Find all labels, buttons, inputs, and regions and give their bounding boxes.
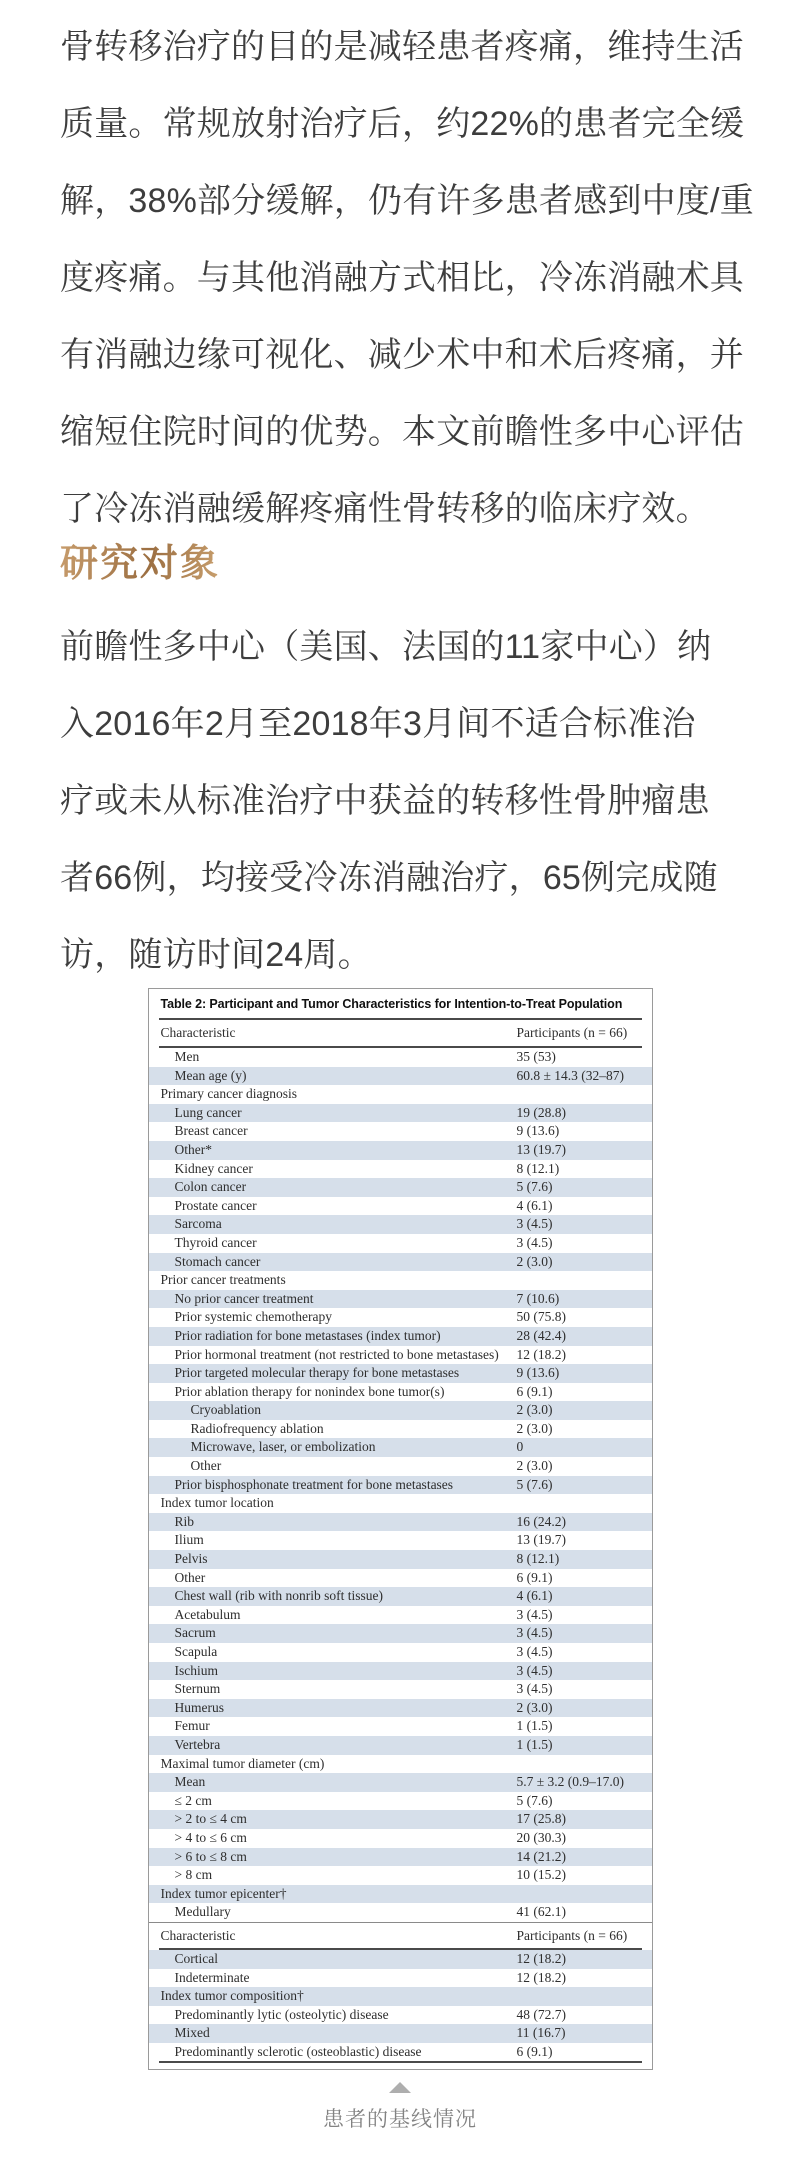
table-row (149, 1438, 652, 1457)
table-row (149, 2043, 652, 2062)
row-value: 8 (12.1) (516, 1160, 560, 1176)
table-row (149, 1773, 652, 1792)
row-label: Predominantly sclerotic (osteoblastic) disease (174, 2043, 422, 2059)
row-label: Vertebra (174, 1736, 221, 1752)
row-label: > 8 cm (174, 1867, 213, 1883)
row-value: 3 (4.5) (516, 1625, 553, 1641)
row-label: Breast cancer (174, 1123, 248, 1139)
row-value: 4 (6.1) (516, 1197, 553, 1213)
row-label: Prior cancer treatments (160, 1272, 286, 1288)
table-rows-part1 (149, 1048, 652, 1922)
row-value: 12 (18.2) (516, 1950, 566, 1966)
table-row (149, 1178, 652, 1197)
table-row (149, 1848, 652, 1867)
row-value: 2 (3.0) (516, 1699, 553, 1715)
row-label: Kidney cancer (174, 1160, 253, 1176)
row-value: 3 (4.5) (516, 1216, 553, 1232)
table-row (149, 1122, 652, 1141)
table-row (149, 1624, 652, 1643)
row-label: Sacrum (174, 1625, 216, 1641)
column-header-participants: Participants (n = 66) (516, 1025, 628, 1040)
table-row (149, 1969, 652, 1988)
row-label: Prior targeted molecular therapy for bone metastases (174, 1365, 460, 1381)
row-label: Other* (174, 1141, 212, 1157)
row-label: Prior systemic chemotherapy (174, 1309, 332, 1325)
row-label: Microwave, laser, or embolization (190, 1439, 376, 1455)
row-label: Mean (174, 1774, 206, 1790)
row-value: 0 (516, 1439, 524, 1455)
row-value: 16 (24.2) (516, 1513, 566, 1529)
paragraph-line: 解，38%部分缓解，仍有许多患者感到中度/重 (60, 182, 754, 220)
paragraph-line: 缩短住院时间的优势。本文前瞻性多中心评估 (60, 413, 744, 451)
row-value: 5.7 ± 3.2 (0.9–17.0) (516, 1774, 625, 1790)
table-row (149, 1662, 652, 1681)
row-value: 6 (9.1) (516, 1569, 553, 1585)
table-row (149, 1160, 652, 1179)
table-row (149, 1215, 652, 1234)
row-value: 2 (3.0) (516, 1420, 553, 1436)
table-rows-part2 (149, 1950, 652, 2062)
row-label: Primary cancer diagnosis (160, 1086, 297, 1102)
row-label: Men (174, 1049, 200, 1064)
row-label: Lung cancer (174, 1104, 242, 1120)
row-label: Thyroid cancer (174, 1234, 257, 1250)
table-row (149, 1327, 652, 1346)
row-label: Indeterminate (174, 1969, 250, 1985)
row-label: Cortical (174, 1950, 218, 1966)
table-row (149, 1680, 652, 1699)
column-header-characteristic: Characteristic (160, 1927, 236, 1943)
table-row (149, 1197, 652, 1216)
table-row (149, 1736, 652, 1755)
table-row (149, 1587, 652, 1606)
row-label: Rib (174, 1513, 195, 1529)
paragraph-line: 入2016年2月至2018年3月间不适合标准治 (60, 705, 696, 743)
row-label: No prior cancer treatment (174, 1290, 314, 1306)
table-row (149, 1829, 652, 1848)
table-row (149, 2006, 652, 2025)
row-label: Stomach cancer (174, 1253, 261, 1269)
table-row (149, 1067, 652, 1086)
table-row (149, 1234, 652, 1253)
table-column-header-repeat (149, 1922, 652, 1948)
row-value: 2 (3.0) (516, 1253, 553, 1269)
row-value: 48 (72.7) (516, 2006, 566, 2022)
row-label: Prior ablation therapy for nonindex bone tumor(s) (174, 1383, 445, 1399)
row-value: 6 (9.1) (516, 2043, 553, 2059)
paragraph-line: 前瞻性多中心（美国、法国的11家中心）纳 (60, 628, 712, 666)
row-value: 4 (6.1) (516, 1588, 553, 1604)
row-label: Radiofrequency ablation (190, 1420, 324, 1436)
row-label: > 2 to ≤ 4 cm (174, 1811, 247, 1827)
paragraph-line: 度疼痛。与其他消融方式相比，冷冻消融术具 (60, 259, 744, 297)
row-label: > 4 to ≤ 6 cm (174, 1829, 247, 1845)
row-label: Humerus (174, 1699, 224, 1715)
row-label: Acetabulum (174, 1606, 241, 1622)
row-value: 12 (18.2) (516, 1346, 566, 1362)
table-row (149, 1987, 652, 2006)
intro-paragraph (60, 9, 754, 548)
row-label: Prior hormonal treatment (not restricted to bone metastases) (174, 1346, 499, 1362)
row-label: Femur (174, 1718, 210, 1734)
table-row (149, 1048, 652, 1067)
table-row (149, 1420, 652, 1439)
row-label: Index tumor location (160, 1495, 274, 1511)
row-value: 5 (7.6) (516, 1476, 553, 1492)
row-label: Other (190, 1458, 222, 1474)
table-row (149, 1569, 652, 1588)
row-value: 1 (1.5) (516, 1736, 553, 1752)
table-row (149, 1903, 652, 1922)
table-row (149, 1531, 652, 1550)
table-row (149, 1550, 652, 1569)
table-row (149, 1346, 652, 1365)
row-value: 1 (1.5) (516, 1718, 553, 1734)
table-row (149, 1141, 652, 1160)
row-value: 2 (3.0) (516, 1458, 553, 1474)
paragraph-line: 者66例，均接受冷冻消融治疗，65例完成随 (60, 859, 718, 897)
paragraph-line: 了冷冻消融缓解疼痛性骨转移的临床疗效。 (60, 490, 710, 528)
paragraph-line: 骨转移治疗的目的是减轻患者疼痛，维持生活 (60, 28, 744, 66)
row-value: 8 (12.1) (516, 1551, 560, 1567)
row-label: Pelvis (174, 1551, 208, 1567)
row-value: 13 (19.7) (516, 1141, 566, 1157)
row-label: Predominantly lytic (osteolytic) disease (174, 2006, 389, 2022)
table-row (149, 1253, 652, 1272)
row-label: Prostate cancer (174, 1197, 257, 1213)
table-row (149, 1476, 652, 1495)
paragraph-line: 疗或未从标准治疗中获益的转移性骨肿瘤患 (60, 782, 710, 820)
table-row (149, 1308, 652, 1327)
table-row (149, 1755, 652, 1774)
row-label: Prior radiation for bone metastases (index tumor) (174, 1327, 441, 1343)
row-value: 13 (19.7) (516, 1532, 566, 1548)
row-value: 3 (4.5) (516, 1644, 553, 1659)
row-label: Ilium (174, 1532, 204, 1548)
table-row (149, 1290, 652, 1309)
row-value: 19 (28.8) (516, 1104, 566, 1120)
column-header-characteristic: Characteristic (160, 1025, 236, 1040)
row-label: Mixed (174, 2025, 210, 2041)
table-row (149, 1383, 652, 1402)
row-label: Cryoablation (190, 1402, 261, 1418)
table-row (149, 1271, 652, 1290)
row-label: Other (174, 1569, 206, 1585)
table-row (149, 1401, 652, 1420)
row-label: Mean age (y) (174, 1067, 247, 1083)
row-label: Colon cancer (174, 1179, 247, 1195)
row-value: 3 (4.5) (516, 1662, 553, 1678)
row-label: ≤ 2 cm (174, 1792, 212, 1808)
table-row (149, 1513, 652, 1532)
row-value: 3 (4.5) (516, 1606, 553, 1622)
row-value: 35 (53) (516, 1049, 556, 1064)
table-row (149, 1643, 652, 1662)
figure-caption: 患者的基线情况 (323, 2108, 477, 2132)
row-value: 60.8 ± 14.3 (32–87) (516, 1067, 625, 1083)
table-row (149, 1717, 652, 1736)
row-label: > 6 to ≤ 8 cm (174, 1848, 247, 1864)
row-label: Sarcoma (174, 1216, 222, 1232)
row-value: 20 (30.3) (516, 1829, 566, 1845)
row-label: Ischium (174, 1662, 218, 1678)
row-value: 41 (62.1) (516, 1904, 566, 1920)
table-title: Table 2: Participant and Tumor Characteristics for Intention-to-Treat Population (160, 997, 623, 1011)
triangle-up-icon (389, 2082, 411, 2093)
article-content (60, 9, 754, 2135)
row-value: 50 (75.8) (516, 1309, 566, 1325)
column-header-participants: Participants (n = 66) (516, 1927, 628, 1943)
row-value: 12 (18.2) (516, 1969, 566, 1985)
row-label: Maximal tumor diameter (cm) (160, 1755, 325, 1771)
row-value: 5 (7.6) (516, 1792, 553, 1808)
table-row (149, 1494, 652, 1513)
table-row (149, 1104, 652, 1123)
methods-paragraph (60, 609, 740, 994)
paragraph-line: 访，随访时间24周。 (60, 936, 372, 974)
row-value: 5 (7.6) (516, 1179, 553, 1195)
row-label: Prior bisphosphonate treatment for bone metastases (174, 1476, 454, 1492)
table-row (149, 1950, 652, 1969)
row-label: Chest wall (rib with nonrib soft tissue) (174, 1588, 383, 1604)
table-row (149, 1085, 652, 1104)
paragraph-line: 质量。常规放射治疗后，约22%的患者完全缓 (60, 105, 745, 143)
row-label: Medullary (174, 1904, 231, 1920)
row-value: 3 (4.5) (516, 1234, 553, 1250)
row-value: 3 (4.5) (516, 1681, 553, 1697)
row-value: 6 (9.1) (516, 1383, 553, 1399)
table-row (149, 1885, 652, 1904)
table-row (149, 1699, 652, 1718)
table-row (149, 1866, 652, 1885)
table-row (149, 1810, 652, 1829)
table-row (149, 1606, 652, 1625)
row-value: 11 (16.7) (516, 2025, 566, 2041)
row-value: 9 (13.6) (516, 1123, 560, 1139)
row-value: 28 (42.4) (516, 1327, 566, 1343)
row-value: 2 (3.0) (516, 1402, 553, 1418)
table-row (149, 2024, 652, 2043)
row-label: Index tumor composition† (160, 1988, 304, 2004)
table2-participant-tumor-characteristics (148, 988, 653, 2070)
row-value: 9 (13.6) (516, 1365, 560, 1381)
table-bottom-spacer (149, 2063, 652, 2069)
row-value: 17 (25.8) (516, 1811, 566, 1827)
row-value: 7 (10.6) (516, 1290, 560, 1306)
row-value: 14 (21.2) (516, 1848, 566, 1864)
row-value: 10 (15.2) (516, 1867, 566, 1883)
table-row (149, 1457, 652, 1476)
row-label: Index tumor epicenter† (160, 1885, 287, 1901)
table-column-header (149, 1020, 652, 1046)
paragraph-line: 有消融边缘可视化、减少术中和术后疼痛，并 (60, 336, 744, 374)
section-heading: 研究对象 (60, 543, 221, 585)
table-row (149, 1792, 652, 1811)
row-label: Scapula (174, 1644, 218, 1659)
table-row (149, 1364, 652, 1383)
row-label: Sternum (174, 1681, 221, 1697)
